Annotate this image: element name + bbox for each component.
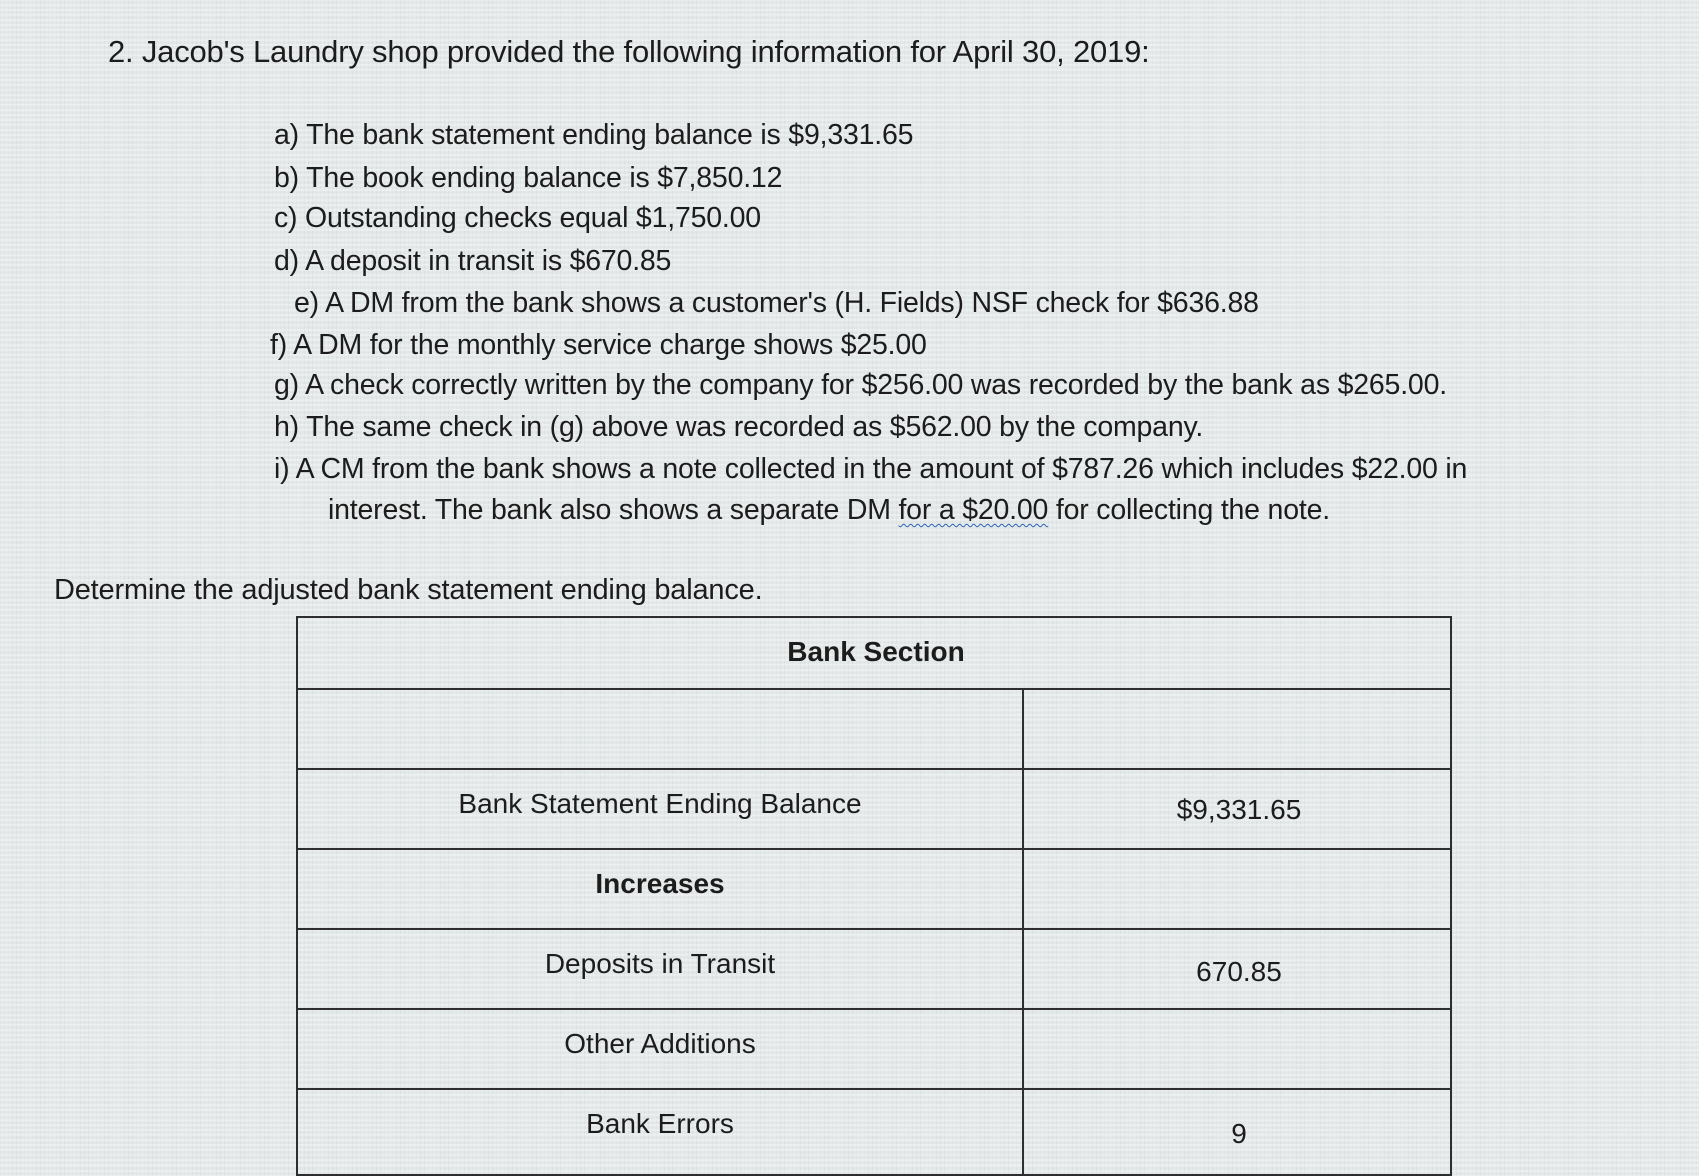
table-row-label: Deposits in Transit [544, 948, 776, 979]
item-b: b) The book ending balance is $7,850.12 [274, 162, 783, 194]
table-column-divider [1022, 690, 1024, 1174]
table-row-label: Bank Errors [586, 1108, 734, 1139]
spellcheck-underlined-text: for a $20.00 [898, 494, 1049, 526]
item-i-continuation-start: interest. The bank also shows a separate DM [328, 494, 899, 526]
table-divider [298, 928, 1450, 930]
item-i-continuation-end: for collecting the note. [1048, 494, 1330, 526]
table-row-value[interactable]: $9,331.65 [1176, 794, 1302, 825]
question-title: 2. Jacob's Laundry shop provided the following information for April 30, 2019: [108, 34, 1150, 69]
item-a: a) The bank statement ending balance is $9,331.65 [274, 119, 914, 151]
table-divider [298, 1088, 1450, 1090]
item-e: e) A DM from the bank shows a customer's (H. Fields) NSF check for $636.88 [294, 287, 1259, 319]
item-g: g) A check correctly written by the company for $256.00 was recorded by the bank as $265.00. [274, 369, 1447, 401]
item-i-continuation [328, 494, 1330, 527]
table-divider [298, 1008, 1450, 1010]
table-divider [298, 768, 1450, 770]
table-divider [298, 688, 1450, 690]
table-row-value[interactable]: 670.85 [1196, 956, 1282, 987]
table-row-value[interactable]: 9 [1231, 1118, 1247, 1149]
table-row-label: Bank Statement Ending Balance [458, 788, 862, 819]
item-h: h) The same check in (g) above was recorded as $562.00 by the company. [274, 411, 1204, 443]
table-row-label: Increases [595, 868, 725, 899]
item-d: d) A deposit in transit is $670.85 [274, 245, 672, 277]
item-f: f) A DM for the monthly service charge shows $25.00 [270, 329, 927, 361]
question-prompt: Determine the adjusted bank statement ending balance. [54, 574, 763, 606]
item-i: i) A CM from the bank shows a note collected in the amount of $787.26 which includes $22.00 in [274, 453, 1468, 485]
table-header: Bank Section [787, 636, 965, 667]
item-c: c) Outstanding checks equal $1,750.00 [274, 202, 761, 234]
table-divider [298, 848, 1450, 850]
table-row-label: Other Additions [564, 1028, 756, 1059]
bank-section-table [296, 616, 1452, 1176]
